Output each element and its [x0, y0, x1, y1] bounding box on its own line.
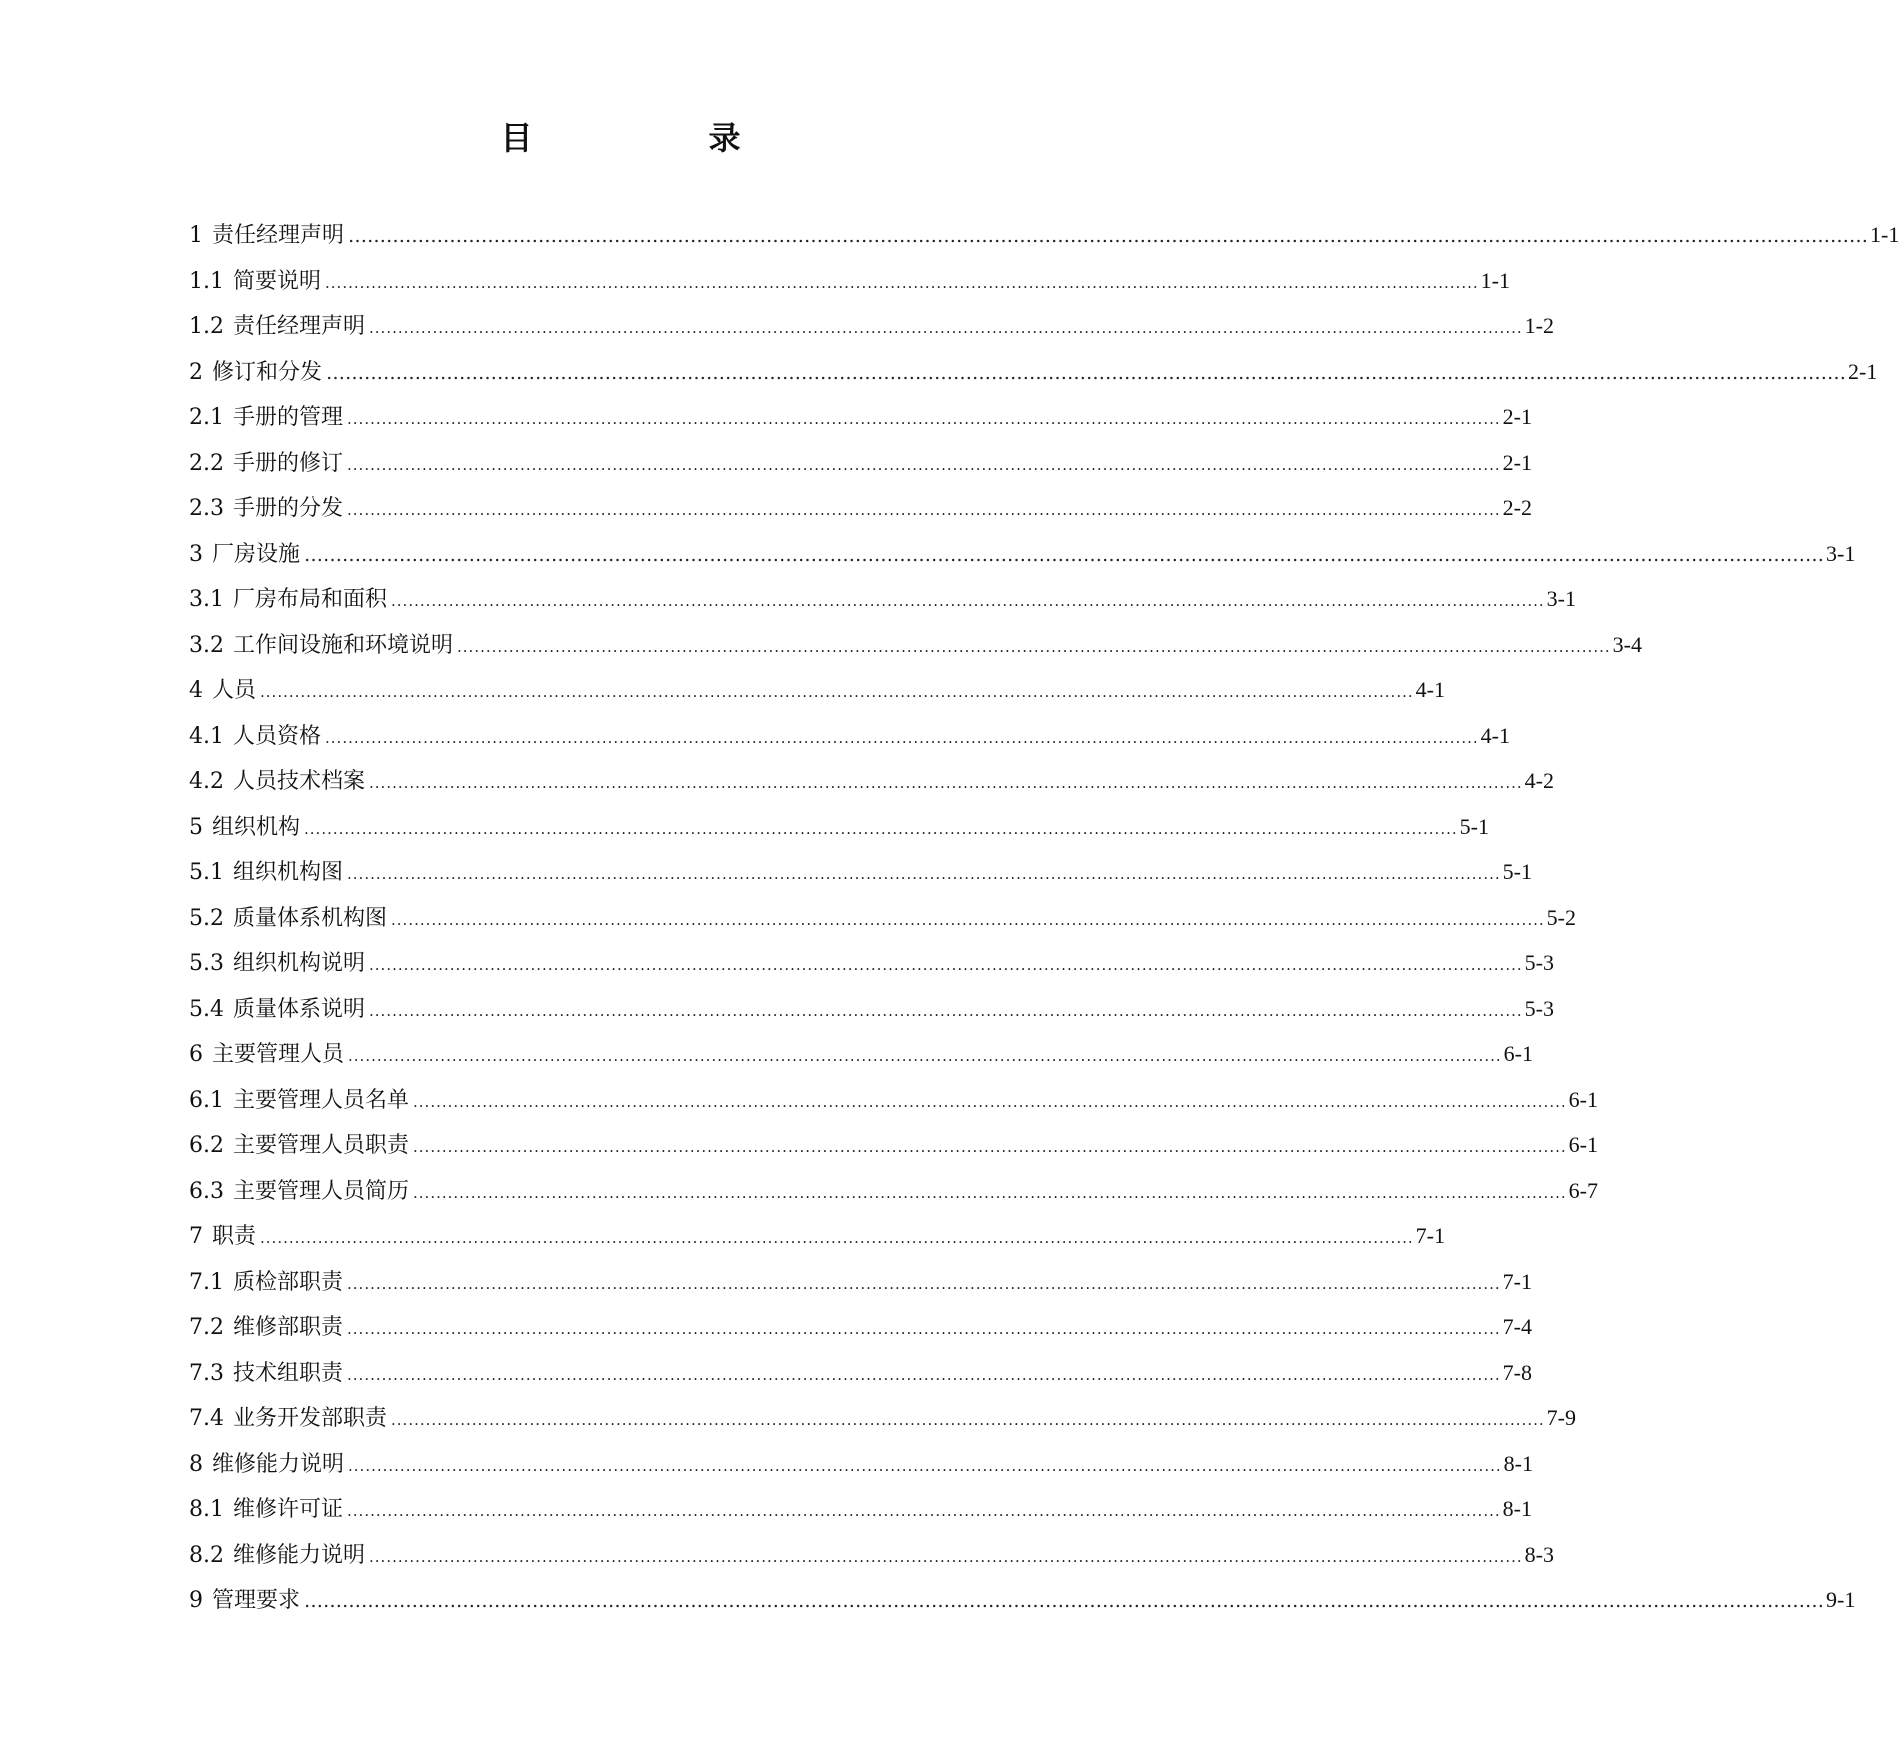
toc-leader-dots: …………………………………………………………………………………………………………………………………………………………………………………………………………………… — [348, 225, 1869, 247]
toc-entry-label — [189, 813, 302, 843]
toc-entry-page: 7-9 — [1546, 1405, 1576, 1430]
toc-entry-number: 5.1 — [189, 860, 224, 885]
toc-entry-number: 2.3 — [189, 496, 224, 521]
toc-entry-number: 7.4 — [189, 1406, 224, 1431]
toc-leader-dots: ........................................................................................................................................................................................................ — [347, 410, 1501, 428]
table-of-contents — [189, 220, 1899, 1631]
toc-entry-title: 组织机构 — [212, 814, 301, 840]
toc-entry-title: 维修许可证 — [233, 1497, 344, 1522]
toc-entry[interactable] — [189, 857, 1532, 903]
toc-leader-dots: ........................................................................................................................................................................................................ — [347, 455, 1501, 474]
toc-entry-title: 业务开发部职责 — [233, 1406, 388, 1431]
toc-entry[interactable] — [189, 994, 1554, 1040]
toc-entry-page: 3-1 — [1826, 540, 1856, 566]
toc-entry-label — [189, 494, 345, 524]
page-title: 目 录 — [500, 119, 813, 157]
toc-entry-number: 6.2 — [189, 1133, 224, 1158]
toc-leader-dots: ........................................................................................................................................................................................................ — [304, 819, 1458, 838]
toc-entry[interactable] — [189, 630, 1642, 676]
toc-entry-number: 4.2 — [189, 769, 224, 794]
toc-entry-title: 责任经理声明 — [212, 223, 345, 248]
toc-leader-dots: …………………………………………………………………………………………………………………………………………………………………………………………………………………… — [304, 1590, 1825, 1612]
toc-entry-page: 9-1 — [1826, 1587, 1856, 1612]
toc-leader-dots: ........................................................................................................................................................................................................ — [457, 637, 1611, 656]
toc-entry-number: 7 — [189, 1224, 203, 1249]
toc-entry-number: 7.2 — [189, 1315, 224, 1340]
toc-entry-label — [189, 949, 367, 979]
toc-entry-label — [189, 1495, 345, 1525]
toc-entry-label — [189, 1404, 389, 1434]
toc-entry-page: 5-3 — [1524, 995, 1554, 1021]
toc-leader-dots: ........................................................................................................................................................................................................ — [413, 1138, 1567, 1156]
toc-entry-title: 质量体系机构图 — [233, 905, 388, 931]
toc-leader-dots: ........................................................................................................................................................................................................ — [347, 501, 1501, 519]
toc-leader-dots: ........................................................................................................................................................................................................ — [391, 592, 1545, 610]
toc-entry-title: 手册的修订 — [233, 450, 344, 476]
toc-entry-label — [189, 267, 323, 297]
toc-leader-dots: ........................................................................................................................................................................................................ — [369, 956, 1523, 974]
toc-entry[interactable] — [189, 1176, 1598, 1222]
toc-entry-number: 3 — [189, 541, 203, 567]
toc-entry[interactable] — [189, 1494, 1532, 1540]
toc-entry-label — [189, 358, 324, 388]
toc-entry-title: 工作间设施和环境说明 — [233, 632, 454, 658]
toc-entry-page: 8-1 — [1503, 1450, 1533, 1476]
toc-entry[interactable] — [189, 812, 1489, 858]
toc-entry-title: 主要管理人员名单 — [233, 1087, 410, 1113]
toc-entry[interactable] — [189, 584, 1576, 630]
toc-leader-dots: ........................................................................................................................................................................................................ — [348, 1047, 1502, 1065]
toc-entry-title: 主要管理人员 — [212, 1042, 345, 1067]
toc-entry-label — [189, 540, 302, 570]
toc-leader-dots: ........................................................................................................................................................................................................ — [369, 319, 1523, 337]
toc-entry[interactable] — [189, 1449, 1533, 1495]
toc-entry-number: 3.2 — [189, 632, 224, 658]
toc-entry[interactable] — [189, 448, 1532, 494]
toc-entry-page: 4-2 — [1524, 768, 1554, 793]
toc-entry-label — [189, 312, 367, 342]
toc-entry-page: 3-1 — [1546, 586, 1576, 611]
toc-entry-page: 4-1 — [1480, 722, 1510, 748]
toc-entry-page: 1-2 — [1524, 313, 1554, 338]
toc-entry-page: 7-8 — [1502, 1359, 1532, 1385]
toc-entry-label — [189, 1268, 345, 1298]
toc-entry-number: 4.1 — [189, 723, 224, 749]
toc-entry-title: 厂房布局和面积 — [233, 587, 388, 612]
toc-entry-label — [189, 1359, 345, 1389]
toc-entry-label — [189, 904, 389, 934]
toc-entry[interactable] — [189, 539, 1856, 585]
toc-entry-page: 1-1 — [1870, 222, 1899, 247]
toc-entry[interactable] — [189, 220, 1899, 266]
toc-leader-dots: ........................................................................................................................................................................................................ — [347, 1502, 1501, 1520]
toc-entry-number: 7.1 — [189, 1269, 224, 1295]
toc-entry[interactable] — [189, 493, 1532, 539]
toc-entry[interactable] — [189, 1039, 1533, 1085]
toc-entry[interactable] — [189, 1221, 1445, 1267]
toc-entry-page: 6-1 — [1568, 1086, 1598, 1112]
toc-entry-page: 1-1 — [1480, 267, 1510, 293]
toc-entry[interactable] — [189, 1540, 1554, 1586]
toc-entry[interactable] — [189, 357, 1878, 403]
toc-leader-dots: ........................................................................................................................................................................................................ — [413, 1092, 1567, 1111]
toc-entry-number: 6 — [189, 1042, 203, 1067]
toc-entry-title: 主要管理人员简历 — [233, 1178, 410, 1204]
toc-entry[interactable] — [189, 402, 1532, 448]
toc-entry-label — [189, 1541, 367, 1571]
toc-entry-page: 8-3 — [1524, 1541, 1554, 1567]
toc-entry-label — [189, 1086, 411, 1116]
toc-entry-title: 维修能力说明 — [233, 1542, 366, 1568]
toc-entry-label — [189, 767, 367, 797]
toc-leader-dots: ........................................................................................................................................................................................................ — [325, 728, 1479, 747]
toc-leader-dots: ........................................................................................................................................................................................................ — [260, 683, 1414, 701]
toc-entry-label — [189, 449, 345, 479]
toc-entry-title: 人员 — [212, 678, 257, 703]
toc-entry-title: 维修部职责 — [233, 1315, 344, 1340]
toc-entry-title: 质量体系说明 — [233, 996, 366, 1022]
toc-entry-page: 5-1 — [1459, 813, 1489, 839]
toc-entry-number: 3.1 — [189, 587, 224, 612]
toc-leader-dots: ........................................................................................................................................................................................................ — [369, 1547, 1523, 1566]
toc-leader-dots: …………………………………………………………………………………………………………………………………………………………………………………………………………………… — [326, 361, 1847, 384]
toc-entry-title: 主要管理人员职责 — [233, 1133, 410, 1158]
toc-entry-number: 9 — [189, 1588, 203, 1613]
toc-entry[interactable] — [189, 675, 1445, 721]
toc-leader-dots: ........................................................................................................................................................................................................ — [347, 1274, 1501, 1293]
toc-entry-title: 组织机构图 — [233, 860, 344, 885]
toc-entry-number: 2.1 — [189, 405, 224, 430]
toc-entry-number: 5.4 — [189, 996, 224, 1022]
toc-entry-number: 5 — [189, 814, 203, 840]
toc-entry-number: 2.2 — [189, 450, 224, 476]
toc-leader-dots: ........................................................................................................................................................................................................ — [391, 1411, 1545, 1429]
toc-leader-dots: ........................................................................................................................................................................................................ — [348, 1456, 1502, 1475]
toc-entry[interactable] — [189, 311, 1554, 357]
toc-entry-title: 厂房设施 — [212, 541, 301, 567]
toc-leader-dots: …………………………………………………………………………………………………………………………………………………………………………………………………………………… — [304, 543, 1825, 566]
toc-entry-label — [189, 221, 346, 251]
toc-entry-page: 2-1 — [1502, 449, 1532, 475]
toc-entry-label — [189, 585, 389, 615]
toc-entry-number: 1 — [189, 223, 203, 248]
toc-leader-dots: ........................................................................................................................................................................................................ — [369, 1001, 1523, 1020]
toc-entry[interactable] — [189, 948, 1554, 994]
toc-entry[interactable] — [189, 1130, 1598, 1176]
toc-entry-number: 8 — [189, 1451, 203, 1477]
toc-entry-number: 5.2 — [189, 905, 224, 931]
toc-entry-number: 1.2 — [189, 314, 224, 339]
toc-entry-label — [189, 676, 258, 706]
toc-entry-label — [189, 1040, 346, 1070]
toc-entry-page: 2-2 — [1502, 495, 1532, 520]
toc-entry[interactable] — [189, 1585, 1856, 1631]
toc-entry-label — [189, 403, 345, 433]
toc-entry-page: 5-1 — [1502, 859, 1532, 884]
toc-leader-dots: ........................................................................................................................................................................................................ — [413, 1183, 1567, 1202]
toc-leader-dots: ........................................................................................................................................................................................................ — [369, 774, 1523, 792]
toc-entry[interactable] — [189, 721, 1510, 767]
toc-entry-label — [189, 1586, 302, 1616]
toc-entry-number: 4 — [189, 678, 203, 703]
toc-entry-number: 6.1 — [189, 1087, 224, 1113]
toc-entry[interactable] — [189, 1312, 1532, 1358]
toc-entry-number: 1.1 — [189, 268, 224, 294]
toc-entry[interactable] — [189, 1403, 1576, 1449]
toc-entry-number: 6.3 — [189, 1178, 224, 1204]
toc-entry-number: 2 — [189, 359, 203, 385]
toc-entry-label — [189, 1131, 411, 1161]
toc-entry-title: 人员技术档案 — [233, 769, 366, 794]
toc-leader-dots: ........................................................................................................................................................................................................ — [347, 865, 1501, 883]
toc-entry-title: 手册的管理 — [233, 405, 344, 430]
toc-leader-dots: ........................................................................................................................................................................................................ — [260, 1229, 1414, 1247]
toc-entry-title: 责任经理声明 — [233, 314, 366, 339]
toc-entry-label — [189, 1222, 258, 1252]
toc-entry-page: 6-7 — [1568, 1177, 1598, 1203]
toc-entry-title: 质检部职责 — [233, 1269, 344, 1295]
toc-entry-title: 管理要求 — [212, 1588, 301, 1613]
toc-entry-page: 5-3 — [1524, 950, 1554, 975]
toc-entry-title: 维修能力说明 — [212, 1451, 345, 1477]
toc-entry-title: 人员资格 — [233, 723, 322, 749]
toc-entry-page: 7-1 — [1502, 1268, 1532, 1294]
toc-entry-number: 5.3 — [189, 951, 224, 976]
toc-entry-label — [189, 858, 345, 888]
toc-entry-number: 8.2 — [189, 1542, 224, 1568]
toc-entry-label — [189, 1177, 411, 1207]
toc-entry[interactable] — [189, 903, 1576, 949]
toc-entry-page: 3-4 — [1612, 631, 1642, 657]
toc-entry-title: 简要说明 — [233, 268, 322, 294]
toc-entry-title: 修订和分发 — [212, 359, 323, 385]
toc-leader-dots: ........................................................................................................................................................................................................ — [347, 1365, 1501, 1384]
toc-entry-page: 2-1 — [1502, 404, 1532, 429]
toc-entry-title: 手册的分发 — [233, 496, 344, 521]
toc-leader-dots: ........................................................................................................................................................................................................ — [325, 273, 1479, 292]
toc-entry-page: 4-1 — [1415, 677, 1445, 702]
toc-leader-dots: ........................................................................................................................................................................................................ — [391, 910, 1545, 929]
toc-entry-page: 6-1 — [1503, 1041, 1533, 1066]
toc-entry[interactable] — [189, 1085, 1598, 1131]
toc-entry-title: 技术组职责 — [233, 1360, 344, 1386]
toc-entry-number: 7.3 — [189, 1360, 224, 1386]
toc-entry-number: 8.1 — [189, 1497, 224, 1522]
toc-entry[interactable] — [189, 1267, 1532, 1313]
toc-entry-page: 5-2 — [1546, 904, 1576, 930]
toc-entry-page: 7-1 — [1415, 1223, 1445, 1248]
toc-entry-page: 8-1 — [1502, 1496, 1532, 1521]
toc-entry-label — [189, 1313, 345, 1343]
toc-entry-label — [189, 722, 323, 752]
toc-entry-label — [189, 1450, 346, 1480]
toc-entry-page: 2-1 — [1848, 358, 1878, 384]
toc-entry-label — [189, 995, 367, 1025]
toc-entry-label — [189, 631, 455, 661]
toc-entry[interactable] — [189, 766, 1554, 812]
toc-leader-dots: ........................................................................................................................................................................................................ — [347, 1320, 1501, 1338]
toc-entry-page: 7-4 — [1502, 1314, 1532, 1339]
toc-entry[interactable] — [189, 1358, 1532, 1404]
toc-entry[interactable] — [189, 266, 1510, 312]
toc-entry-page: 6-1 — [1568, 1132, 1598, 1157]
toc-entry-title: 组织机构说明 — [233, 951, 366, 976]
toc-entry-title: 职责 — [212, 1224, 257, 1249]
